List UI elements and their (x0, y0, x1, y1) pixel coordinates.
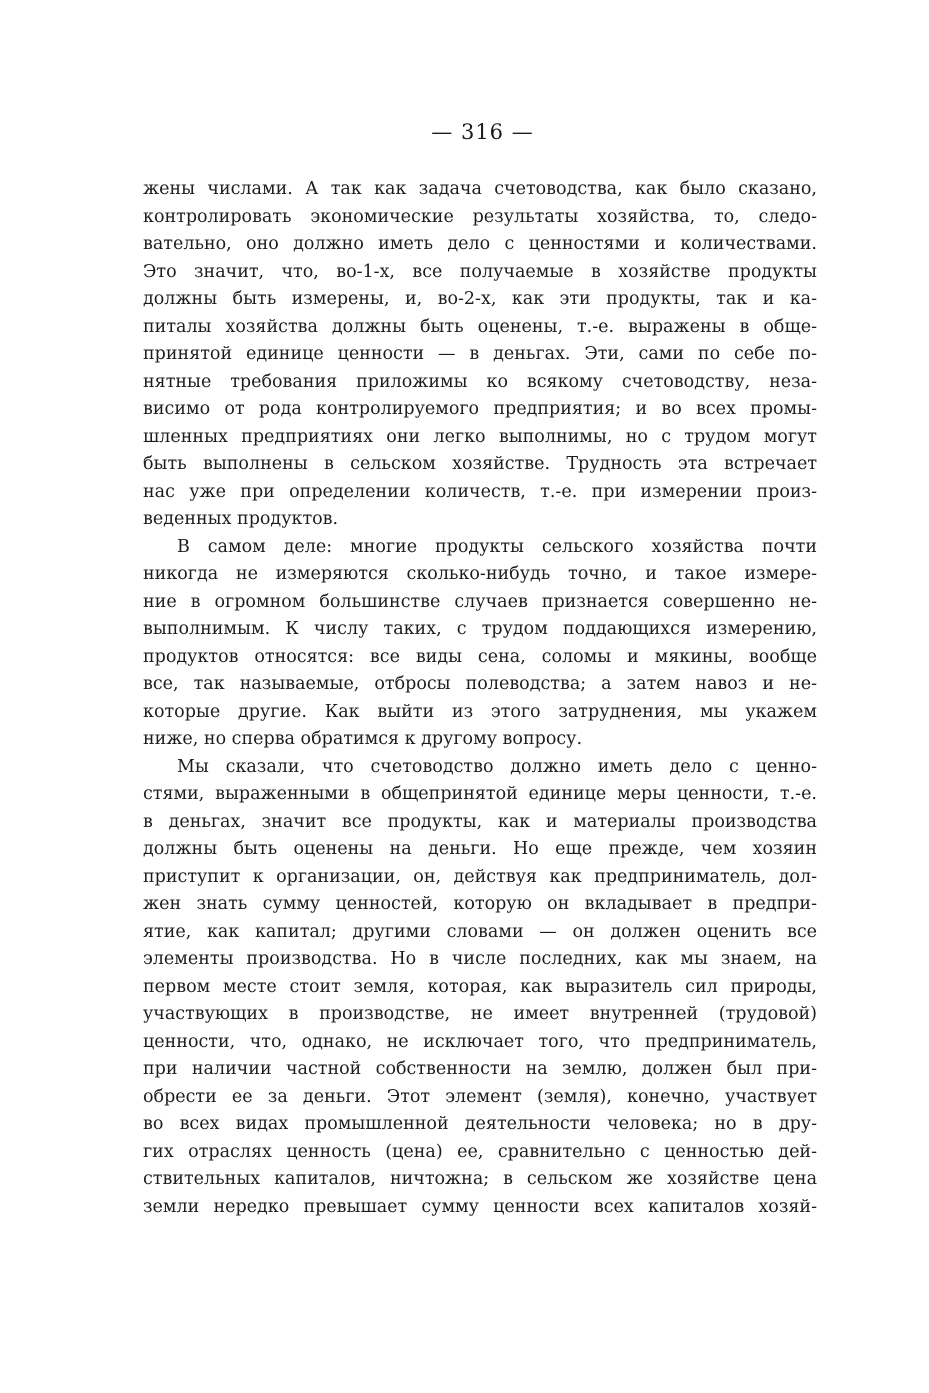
text-line: шленных предприятиях они легко выполнимы, но с трудом могут (143, 426, 817, 447)
text-line: В самом деле: многие продукты сельского хозяйства почти (177, 536, 817, 557)
text-line: все, так называемые, отбросы полеводства; а затем навоз и не- (143, 674, 817, 694)
text-line: приступит к организации, он, действуя как предприниматель, дол- (143, 866, 817, 887)
text-line: Мы сказали, что счетоводство должно иметь дело с ценно- (177, 756, 817, 777)
text-line: веденных продуктов. (143, 509, 339, 529)
text-line: ятие, как капитал; другими словами — он должен оценить все (143, 921, 817, 942)
text-line: Это значит, что, во-1-х, все получаемые в хозяйстве продукты (143, 261, 817, 282)
text-line: в деньгах, значит все продукты, как и материалы производства (143, 811, 817, 832)
text-line: которые другие. Как выйти из этого затруднения, мы укажем (143, 701, 817, 722)
text-line: жены числами. А так как задача счетоводства, как было сказано, (143, 179, 817, 199)
text-line: выполнимым. К числу таких, с трудом поддающихся измерению, (143, 619, 817, 639)
text-line: во всех видах промышленной деятельности человека; но в дру- (143, 1114, 817, 1134)
text-line: контролировать экономические результаты хозяйства, то, следо- (143, 206, 817, 227)
text-line: нас уже при определении количеств, т.-е. при измерении произ- (143, 481, 817, 502)
text-line: быть выполнены в сельском хозяйстве. Трудность эта встречает (143, 454, 817, 474)
text-line: должны быть оценены на деньги. Но еще прежде, чем хозяин (143, 839, 817, 859)
text-line: ниже, но сперва обратимся к другому вопросу. (143, 729, 583, 749)
text-line: участвующих в производстве, не имеет внутренней (трудовой) (143, 1004, 817, 1024)
text-line: жен знать сумму ценностей, которую он вкладывает в предпри- (143, 894, 817, 914)
text-line: элементы производства. Но в числе последних, как мы знаем, на (143, 949, 817, 969)
text-line: стями, выраженными в общепринятой единице меры ценности, т.-е. (143, 784, 817, 804)
page-number: — 316 — (431, 120, 534, 144)
text-line: при наличии частной собственности на землю, должен был при- (143, 1059, 817, 1079)
text-line: питалы хозяйства должны быть оценены, т.-е. выражены в обще- (143, 316, 817, 337)
text-line: никогда не измеряются сколько-нибудь точно, и такое измере- (143, 564, 817, 584)
text-line: висимо от рода контролируемого предприятия; и во всех промы- (143, 399, 817, 419)
text-line: гих отраслях ценность (цена) ее, сравнительно с ценностью дей- (143, 1141, 817, 1162)
text-line: должны быть измерены, и, во-2-х, как эти продукты, так и ка- (143, 289, 817, 309)
text-line: ствительных капиталов, ничтожна; в сельском же хозяйстве цена (143, 1169, 817, 1189)
text-line: нятные требования приложимы ко всякому счетоводству, неза- (143, 371, 817, 392)
text-line: ние в огромном большинстве случаев признается совершенно не- (143, 591, 817, 612)
text-line: первом месте стоит земля, которая, как выразитель сил природы, (143, 976, 817, 997)
text-line: земли нередко превышает сумму ценности всех капиталов хозяй- (143, 1196, 817, 1217)
text-line: принятой единице ценности — в деньгах. Эти, сами по себе по- (143, 344, 817, 364)
text-line: обрести ее за деньги. Этот элемент (земля), конечно, участвует (143, 1086, 817, 1107)
text-line: вательно, оно должно иметь дело с ценностями и количествами. (143, 234, 817, 254)
text-line: продуктов относятся: все виды сена, соломы и мякины, вообще (143, 646, 817, 667)
text-line: ценности, что, однако, не исключает того, что предприниматель, (143, 1031, 817, 1052)
body-text (143, 176, 817, 1221)
